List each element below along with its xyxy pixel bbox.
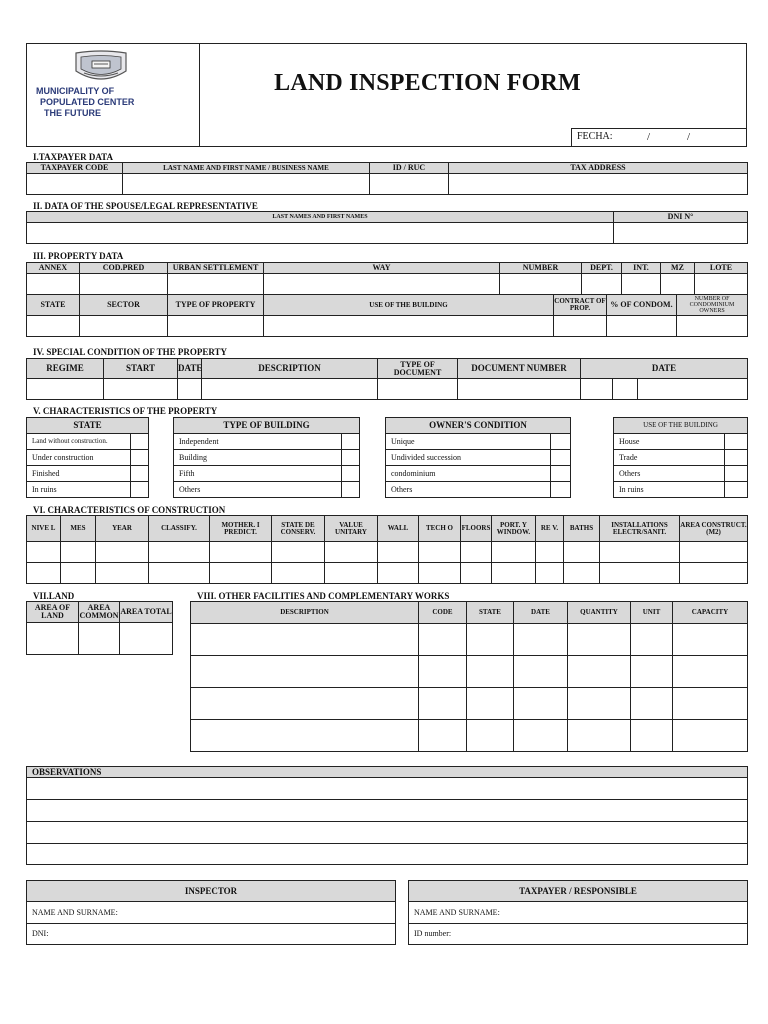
col-header-name: LAST NAME AND FIRST NAME / BUSINESS NAME <box>123 163 370 174</box>
construction-cell[interactable] <box>600 542 680 563</box>
mz-input[interactable] <box>661 274 695 295</box>
use-of-building-input[interactable] <box>264 316 554 337</box>
construction-cell[interactable] <box>96 563 149 584</box>
construction-cell[interactable] <box>536 542 564 563</box>
construction-cell[interactable] <box>96 542 149 563</box>
fecha-slash-1: / <box>647 131 651 143</box>
col-header-type-of-document: TYPE OF DOCUMENT <box>378 359 458 379</box>
section-characteristics-title: V. CHARACTERISTICS OF THE PROPERTY <box>33 406 218 416</box>
spouse-table <box>26 211 748 244</box>
inspector-dni-field[interactable]: DNI: <box>27 924 396 945</box>
col-header-baths: BATHS <box>564 516 600 542</box>
use-of-building-table <box>613 417 748 498</box>
section-land-title: VII.LAND <box>33 591 75 601</box>
fecha-field[interactable] <box>571 128 747 147</box>
urban-settlement-input[interactable] <box>168 274 264 295</box>
building-checkbox[interactable] <box>342 482 360 498</box>
condominium-owners-input[interactable] <box>677 316 748 337</box>
state-table-title: STATE <box>27 418 149 434</box>
construction-cell[interactable] <box>564 563 600 584</box>
type-of-property-input[interactable] <box>168 316 264 337</box>
description-input[interactable] <box>202 379 378 400</box>
construction-cell[interactable] <box>27 542 61 563</box>
construction-cell[interactable] <box>272 542 325 563</box>
col-header-spouse-names: LAST NAMES AND FIRST NAMES <box>27 212 614 223</box>
construction-cell[interactable] <box>492 563 536 584</box>
use-of-building-title: USE OF THE BUILDING <box>614 418 748 434</box>
facility-cell[interactable] <box>467 688 514 720</box>
state-table <box>26 417 149 498</box>
owners-condition-title: OWNER'S CONDITION <box>386 418 571 434</box>
col-header-floors: FLOORS <box>461 516 492 542</box>
way-input[interactable] <box>264 274 500 295</box>
construction-cell[interactable] <box>680 542 748 563</box>
col-header-date: DATE <box>514 602 568 624</box>
section-special-condition-title: IV. SPECIAL CONDITION OF THE PROPERTY <box>33 347 228 357</box>
construction-cell[interactable] <box>680 563 748 584</box>
observation-line[interactable] <box>27 778 748 800</box>
sector-input[interactable] <box>80 316 168 337</box>
facility-cell[interactable] <box>673 720 748 752</box>
spouse-names-input[interactable] <box>27 223 614 244</box>
use-checkbox[interactable] <box>725 466 748 482</box>
col-header-state: STATE <box>467 602 514 624</box>
col-header-cod-pred: COD.PRED <box>80 263 168 274</box>
construction-cell[interactable] <box>378 542 419 563</box>
area-common-input[interactable] <box>79 623 120 655</box>
facility-cell[interactable] <box>514 656 568 688</box>
col-header-contract-of-prop: CONTRACT OF PROP. <box>554 295 607 316</box>
taxpayer-code-input[interactable] <box>27 174 123 195</box>
inspector-name-field[interactable]: NAME AND SURNAME: <box>27 902 396 924</box>
taxpayer-id-input[interactable] <box>370 174 449 195</box>
special-condition-table <box>26 358 748 400</box>
regime-input[interactable] <box>27 379 104 400</box>
col-header-dept: DEPT. <box>582 263 622 274</box>
owner-option-label: Unique <box>386 434 551 450</box>
col-header-capacity: CAPACITY <box>673 602 748 624</box>
facility-cell[interactable] <box>419 688 467 720</box>
municipal-logo <box>70 49 132 83</box>
tax-address-input[interactable] <box>449 174 748 195</box>
col-header-dni: DNI N° <box>614 212 748 223</box>
taxpayer-table <box>26 162 748 195</box>
col-header-quantity: QUANTITY <box>568 602 631 624</box>
use-option-label: Trade <box>614 450 725 466</box>
inspector-table <box>26 880 396 945</box>
construction-cell[interactable] <box>325 563 378 584</box>
col-header-state-conserv: STATE DE CONSERV. <box>272 516 325 542</box>
taxpayer-name-field[interactable]: NAME AND SURNAME: <box>409 902 748 924</box>
col-header-urban-settlement: URBAN SETTLEMENT <box>168 263 264 274</box>
property-table-2 <box>26 294 748 337</box>
col-header-way: WAY <box>264 263 500 274</box>
facility-cell[interactable] <box>631 720 673 752</box>
construction-cell[interactable] <box>61 563 96 584</box>
use-option-label: House <box>614 434 725 450</box>
start-input[interactable] <box>104 379 178 400</box>
col-header-lote: LOTE <box>695 263 748 274</box>
contract-of-prop-input[interactable] <box>554 316 607 337</box>
facility-cell[interactable] <box>191 624 419 656</box>
taxpayer-responsible-title: TAXPAYER / RESPONSIBLE <box>409 881 748 902</box>
facility-cell[interactable] <box>568 720 631 752</box>
construction-cell[interactable] <box>461 563 492 584</box>
facility-cell[interactable] <box>467 656 514 688</box>
facility-cell[interactable] <box>568 624 631 656</box>
col-header-port-window: PORT. Y WINDOW. <box>492 516 536 542</box>
construction-cell[interactable] <box>210 542 272 563</box>
municipality-name <box>36 86 196 119</box>
section-taxpayer-title: I.TAXPAYER DATA <box>33 152 114 162</box>
construction-cell[interactable] <box>536 563 564 584</box>
construction-cell[interactable] <box>419 563 461 584</box>
date-year-input[interactable] <box>638 379 748 400</box>
facility-cell[interactable] <box>191 688 419 720</box>
col-header-mz: MZ <box>661 263 695 274</box>
facility-cell[interactable] <box>514 688 568 720</box>
col-header-sector: SECTOR <box>80 295 168 316</box>
observation-line[interactable] <box>27 822 748 844</box>
col-header-nivel: NIVE L <box>27 516 61 542</box>
facility-cell[interactable] <box>467 624 514 656</box>
date-month-input[interactable] <box>613 379 638 400</box>
state-option-label: Under construction <box>27 450 131 466</box>
facilities-table <box>190 601 748 752</box>
state-checkbox[interactable] <box>131 482 149 498</box>
state-option-label: Land without construction. <box>27 434 131 450</box>
start-date-input[interactable] <box>178 379 202 400</box>
facility-cell[interactable] <box>191 720 419 752</box>
facility-cell[interactable] <box>631 688 673 720</box>
col-header-year: YEAR <box>96 516 149 542</box>
municipality-line-3: THE FUTURE <box>44 108 101 118</box>
col-header-date-1: DATE <box>178 359 202 379</box>
col-header-condominium-owners: NUMBER OF CONDOMINIUM OWNERS <box>677 295 748 316</box>
col-header-date-2: DATE <box>581 359 748 379</box>
owner-checkbox[interactable] <box>551 482 571 498</box>
facility-cell[interactable] <box>631 624 673 656</box>
type-of-building-table <box>173 417 360 498</box>
col-header-regime: REGIME <box>27 359 104 379</box>
type-of-document-input[interactable] <box>378 379 458 400</box>
number-input[interactable] <box>500 274 582 295</box>
col-header-tax-address: TAX ADDRESS <box>449 163 748 174</box>
taxpayer-id-field[interactable]: ID number: <box>409 924 748 945</box>
col-header-start: START <box>104 359 178 379</box>
facility-cell[interactable] <box>419 656 467 688</box>
property-table-1 <box>26 262 748 295</box>
col-header-classify: CLASSIFY. <box>149 516 210 542</box>
use-option-label: Others <box>614 466 725 482</box>
construction-cell[interactable] <box>149 563 210 584</box>
spouse-dni-input[interactable] <box>614 223 748 244</box>
taxpayer-name-input[interactable] <box>123 174 370 195</box>
col-header-int: INT. <box>622 263 661 274</box>
owner-checkbox[interactable] <box>551 466 571 482</box>
dept-input[interactable] <box>582 274 622 295</box>
page-title: LAND INSPECTION FORM <box>274 70 581 96</box>
col-header-area-total: AREA TOTAL <box>120 602 173 623</box>
pct-condom-input[interactable] <box>607 316 677 337</box>
construction-cell[interactable] <box>461 542 492 563</box>
observation-line[interactable] <box>27 844 748 865</box>
construction-cell[interactable] <box>564 542 600 563</box>
facility-cell[interactable] <box>568 656 631 688</box>
col-header-area-construct: AREA CONSTRUCT. (M2) <box>680 516 748 542</box>
col-header-unit: UNIT <box>631 602 673 624</box>
building-option-label: Others <box>174 482 342 498</box>
use-option-label: In ruins <box>614 482 725 498</box>
use-checkbox[interactable] <box>725 482 748 498</box>
facility-cell[interactable] <box>419 720 467 752</box>
building-option-label: Fifth <box>174 466 342 482</box>
col-header-document-number: DOCUMENT NUMBER <box>458 359 581 379</box>
facility-cell[interactable] <box>514 720 568 752</box>
date-day-input[interactable] <box>581 379 613 400</box>
inspector-title: INSPECTOR <box>27 881 396 902</box>
state-option-label: Finished <box>27 466 131 482</box>
facility-cell[interactable] <box>673 688 748 720</box>
land-table <box>26 601 173 655</box>
col-header-pct-condom: % OF CONDOM. <box>607 295 677 316</box>
facility-cell[interactable] <box>467 720 514 752</box>
construction-cell[interactable] <box>210 563 272 584</box>
owner-option-label: condominium <box>386 466 551 482</box>
construction-cell[interactable] <box>149 542 210 563</box>
owners-condition-table <box>385 417 571 498</box>
building-checkbox[interactable] <box>342 450 360 466</box>
owner-option-label: Undivided succession <box>386 450 551 466</box>
construction-cell[interactable] <box>272 563 325 584</box>
construction-table <box>26 515 748 584</box>
col-header-mes: MES <box>61 516 96 542</box>
building-option-label: Building <box>174 450 342 466</box>
col-header-description: DESCRIPTION <box>191 602 419 624</box>
construction-cell[interactable] <box>27 563 61 584</box>
construction-cell[interactable] <box>600 563 680 584</box>
section-facilities-title: VIII. OTHER FACILITIES AND COMPLEMENTARY WORKS <box>197 591 450 601</box>
lote-input[interactable] <box>695 274 748 295</box>
col-header-taxpayer-code: TAXPAYER CODE <box>27 163 123 174</box>
construction-cell[interactable] <box>378 563 419 584</box>
col-header-value-unitary: VALUE UNITARY <box>325 516 378 542</box>
col-header-description: DESCRIPTION <box>202 359 378 379</box>
building-option-label: Independent <box>174 434 342 450</box>
facility-cell[interactable] <box>673 624 748 656</box>
col-header-code: CODE <box>419 602 467 624</box>
municipality-line-1: MUNICIPALITY OF <box>36 86 115 96</box>
owner-option-label: Others <box>386 482 551 498</box>
observations-table <box>26 766 748 865</box>
fecha-label: FECHA: <box>577 131 613 142</box>
facility-cell[interactable] <box>568 688 631 720</box>
int-input[interactable] <box>622 274 661 295</box>
facility-cell[interactable] <box>631 656 673 688</box>
section-property-title: III. PROPERTY DATA <box>33 251 124 261</box>
section-spouse-title: II. DATA OF THE SPOUSE/LEGAL REPRESENTATIVE <box>33 201 258 211</box>
col-header-rev: RE V. <box>536 516 564 542</box>
fecha-slash-2: / <box>687 131 691 143</box>
state-checkbox[interactable] <box>131 450 149 466</box>
cod-pred-input[interactable] <box>80 274 168 295</box>
owner-checkbox[interactable] <box>551 450 571 466</box>
municipality-line-2: POPULATED CENTER <box>40 97 135 107</box>
col-header-mother-predict: MOTHER. I PREDICT. <box>210 516 272 542</box>
document-number-input[interactable] <box>458 379 581 400</box>
section-construction-title: VI. CHARACTERISTICS OF CONSTRUCTION <box>33 505 226 515</box>
type-of-building-title: TYPE OF BUILDING <box>174 418 360 434</box>
col-header-area-common: AREA COMMON <box>79 602 120 623</box>
building-checkbox[interactable] <box>342 434 360 450</box>
observation-line[interactable] <box>27 800 748 822</box>
construction-cell[interactable] <box>492 542 536 563</box>
facility-cell[interactable] <box>419 624 467 656</box>
taxpayer-responsible-table <box>408 880 748 945</box>
state-checkbox[interactable] <box>131 466 149 482</box>
col-header-type-of-property: TYPE OF PROPERTY <box>168 295 264 316</box>
owner-checkbox[interactable] <box>551 434 571 450</box>
observations-title: OBSERVATIONS <box>27 767 748 778</box>
annex-input[interactable] <box>27 274 80 295</box>
col-header-state: STATE <box>27 295 80 316</box>
facility-cell[interactable] <box>673 656 748 688</box>
state-option-label: In ruins <box>27 482 131 498</box>
facility-cell[interactable] <box>191 656 419 688</box>
facility-cell[interactable] <box>514 624 568 656</box>
construction-cell[interactable] <box>325 542 378 563</box>
col-header-number: NUMBER <box>500 263 582 274</box>
col-header-techo: TECH O <box>419 516 461 542</box>
col-header-wall: WALL <box>378 516 419 542</box>
construction-cell[interactable] <box>61 542 96 563</box>
col-header-installations: INSTALLATIONS ELECTR/SANIT. <box>600 516 680 542</box>
state-checkbox[interactable] <box>131 434 149 450</box>
col-header-area-of-land: AREA OF LAND <box>27 602 79 623</box>
col-header-id-ruc: ID / RUC <box>370 163 449 174</box>
col-header-use-of-building: USE OF THE BUILDING <box>264 295 554 316</box>
construction-cell[interactable] <box>419 542 461 563</box>
col-header-annex: ANNEX <box>27 263 80 274</box>
use-checkbox[interactable] <box>725 450 748 466</box>
area-total-input[interactable] <box>120 623 173 655</box>
use-checkbox[interactable] <box>725 434 748 450</box>
area-of-land-input[interactable] <box>27 623 79 655</box>
state-input[interactable] <box>27 316 80 337</box>
building-checkbox[interactable] <box>342 466 360 482</box>
